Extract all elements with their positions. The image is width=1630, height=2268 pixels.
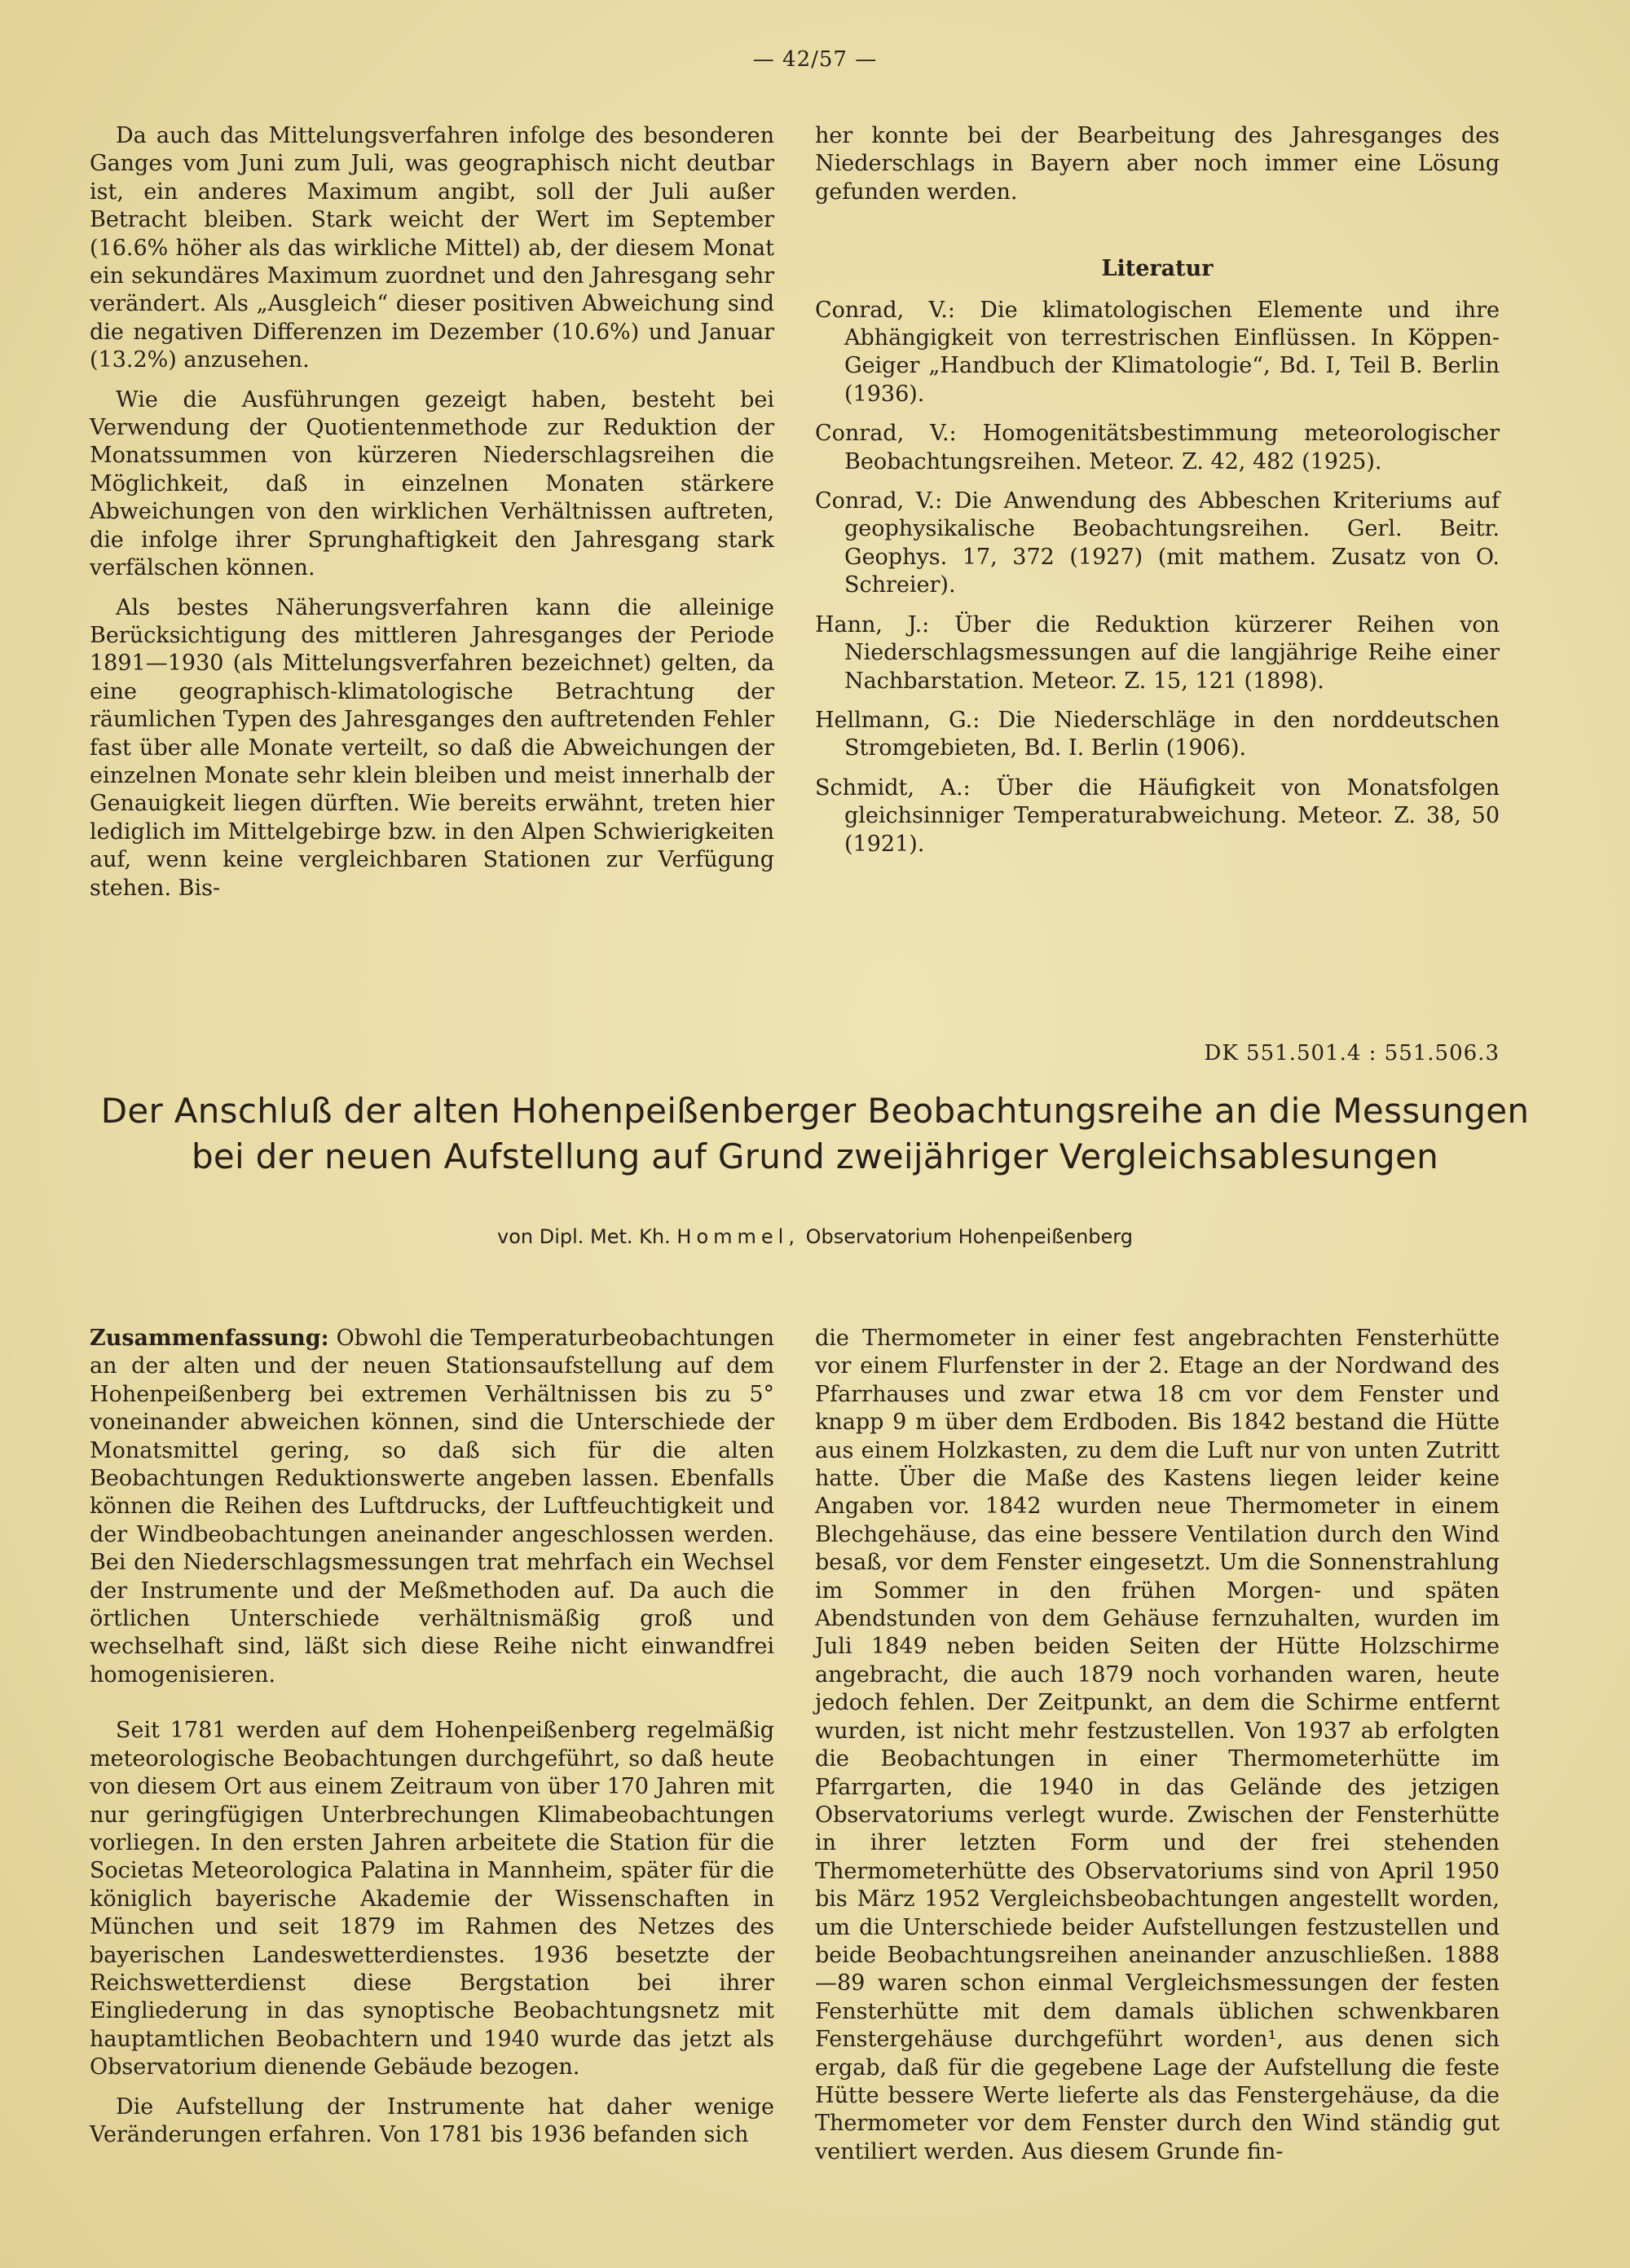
page-number: — 42/57 — <box>752 47 878 72</box>
paragraph: Wie die Ausführungen gezeigt haben, besteht bei Verwendung der Quotientenmethode zur Reduktion der Monatssummen von kürzeren Niederschlagsreihen die Möglichkeit, daß in einzelnen Monaten stärkere Abweichungen von den wirklichen Verhältnissen auftreten, die infolge ihrer Sprunghaftigkeit den Jahresgang stark verfälschen können. <box>90 386 774 581</box>
author-byline <box>82 1225 1548 1248</box>
paragraph: Die Aufstellung der Instrumente hat daher wenige Veränderungen erfahren. Von 1781 bis 1936 befanden sich <box>90 2094 774 2147</box>
paragraph-continuation: die Thermometer in einer fest angebrachten Fensterhütte vor einem Flurfenster in der 2. Etage an der Nordwand des Pfarrhauses und zwar etwa 18 cm vor dem Fenster und knapp 9 m über dem Erdboden. Bis 1842 bestand die Hütte aus einem Holzkasten, zu dem die Luft nur von unten Zutritt hatte. Über die Maße des Kastens liegen leider keine Angaben vor. 1842 wurden neue Thermometer in einem Blechgehäuse, das eine bessere Ventilation durch den Wind besaß, vor dem Fenster eingesetzt. Um die Sonnenstrahlung im Sommer in den frühen Morgen- und späten Abendstunden von dem Gehäuse fernzuhalten, wurden im Juli 1849 neben beiden Seiten der Hütte Holzschirme angebracht, die auch 1879 noch vorhanden waren, heute jedoch fehlen. Der Zeitpunkt, an dem die Schirme entfernt wurden, ist nicht mehr festzustellen. Von 1937 ab erfolgten die Beobachtungen in einer Thermometerhütte im Pfarrgarten, die 1940 in das Gelände des jetzigen Observatoriums verlegt wurde. Zwischen der Fensterhütte in ihrer letzten Form und der frei stehenden Thermometerhütte des Observatoriums sind von April 1950 bis März 1952 Vergleichsbeobachtungen angestellt worden, um die Unterschiede beider Aufstellungen festzustellen und beide Beobachtungsreihen aneinander anzuschließen. 1888—89 waren schon einmal Vergleichsmessungen der festen Fensterhütte mit dem damals üblichen schwenkbaren Fenstergehäuse durchgeführt worden¹, aus denen sich ergab, daß für die gegebene Lage der Aufstellung die feste Hütte bessere Werte lieferte als das Fenstergehäuse, da die Thermometer vor dem Fenster durch den Wind ständig gut ventiliert werden. Aus diesem Grunde fin- <box>815 1326 1500 2164</box>
paragraph-continuation: her konnte bei der Bearbeitung des Jahresganges des Niederschlags in Bayern aber noch immer eine Lösung gefunden werden. <box>815 123 1500 205</box>
summary-label: Zusammenfassung: <box>90 1326 329 1351</box>
reference-item: Conrad, V.: Die Anwendung des Abbeschen Kriteriums auf geophysikalische Beobachtungsreihen. Gerl. Beitr. Geophys. 17, 372 (1927) (mit mathem. Zusatz von O. Schreier). <box>815 488 1500 598</box>
author-affiliation: Observatorium Hohenpeißenberg <box>805 1225 1133 1248</box>
lower-left-column <box>90 1325 774 2160</box>
paragraph: Als bestes Näherungsverfahren kann die alleinige Berücksichtigung des mittleren Jahresganges der Periode 1891—1930 (als Mittelungsverfahren bezeichnet) gelten, da eine geographisch-klimatologische Betrachtung der räumlichen Typen des Jahresganges den auftretenden Fehler fast über alle Monate verteilt, so daß die Abweichungen der einzelnen Monate sehr klein bleiben und meist innerhalb der Genauigkeit liegen dürften. Wie bereits erwähnt, treten hier lediglich im Mittelgebirge bzw. in den Alpen Schwierigkeiten auf, wenn keine vergleichbaren Stationen zur Verfügung stehen. Bis- <box>90 594 774 901</box>
byline-prefix: von Dipl. Met. Kh. <box>497 1225 671 1248</box>
upper-right-column <box>815 122 1500 870</box>
title-line: bei der neuen Aufstellung auf Grund zweijähriger Vergleichsablesungen <box>191 1136 1439 1176</box>
title-line: Der Anschluß der alten Hohenpeißenberger Beobachtungsreihe an die Messungen <box>100 1091 1530 1131</box>
dk-classification: DK 551.501.4 : 551.506.3 <box>1204 1041 1500 1066</box>
lower-right-column <box>815 1325 1500 2178</box>
summary <box>90 1325 774 1689</box>
author-name: Hommel, <box>676 1225 800 1248</box>
paragraph: Da auch das Mittelungsverfahren infolge des besonderen Ganges vom Juni zum Juli, was geographisch nicht deutbar ist, ein anderes Maximum angibt, soll der Juli außer Betracht bleiben. Stark weicht der Wert im September (16.6% höher als das wirkliche Mittel) ab, der diesem Monat ein sekundäres Maximum zuordnet und den Jahresgang sehr verändert. Als „Ausgleich“ dieser positiven Abweichung sind die negativen Differenzen im Dezember (10.6%) und Januar (13.2%) anzusehen. <box>90 123 774 373</box>
reference-item: Schmidt, A.: Über die Häufigkeit von Monatsfolgen gleichsinniger Temperaturabweichung. Meteor. Z. 38, 50 (1921). <box>815 774 1500 857</box>
literature-heading: Literatur <box>1101 256 1214 282</box>
reference-item: Hellmann, G.: Die Niederschläge in den norddeutschen Stromgebieten, Bd. I. Berlin (1906). <box>815 707 1500 761</box>
reference-item: Conrad, V.: Die klimatologischen Elemente und ihre Abhängigkeit von terrestrischen Einflüssen. In Köppen-Geiger „Handbuch der Klimatologie“, Bd. I, Teil B. Berlin (1936). <box>815 297 1500 407</box>
paragraph: Seit 1781 werden auf dem Hohenpeißenberg regelmäßig meteorologische Beobachtungen durchgeführt, so daß heute von diesem Ort aus einem Zeitraum von über 170 Jahren mit nur geringfügigen Unterbrechungen Klimabeobachtungen vorliegen. In den ersten Jahren arbeitete die Station für die Societas Meteorologica Palatina in Mannheim, später für die königlich bayerische Akademie der Wissenschaften in München und seit 1879 im Rahmen des Netzes des bayerischen Landeswetterdienstes. 1936 besetzte der Reichswetterdienst diese Bergstation bei ihrer Eingliederung in das synoptische Beobachtungsnetz mit hauptamtlichen Beobachtern und 1940 wurde das jetzt als Observatorium dienende Gebäude bezogen. <box>90 1718 774 2080</box>
article-title <box>49 1088 1581 1180</box>
reference-item: Hann, J.: Über die Reduktion kürzerer Reihen von Niederschlagsmessungen auf die langjährige Reihe einer Nachbarstation. Meteor. Z. 15, 121 (1898). <box>815 611 1500 694</box>
reference-item: Conrad, V.: Homogenitätsbestimmung meteorologischer Beobachtungsreihen. Meteor. Z. 42, 482 (1925). <box>815 421 1500 474</box>
summary-text: Obwohl die Temperaturbeobachtungen an der alten und der neuen Stationsaufstellung auf dem Hohenpeißenberg bei extremen Verhältnissen bis zu 5° voneinander abweichen können, sind die Unterschiede der Monatsmittel gering, so daß sich für die alten Beobachtungen Reduktionswerte angeben lassen. Ebenfalls können die Reihen des Luftdrucks, der Luftfeuchtigkeit und der Windbeobachtungen aneinander angeschlossen werden. Bei den Niederschlagsmessungen trat mehrfach ein Wechsel der Instrumente und der Meßmethoden auf. Da auch die örtlichen Unterschiede verhältnismäßig groß und wechselhaft sind, läßt sich diese Reihe nicht einwandfrei homogenisieren. <box>90 1326 774 1688</box>
upper-left-column <box>90 122 774 914</box>
